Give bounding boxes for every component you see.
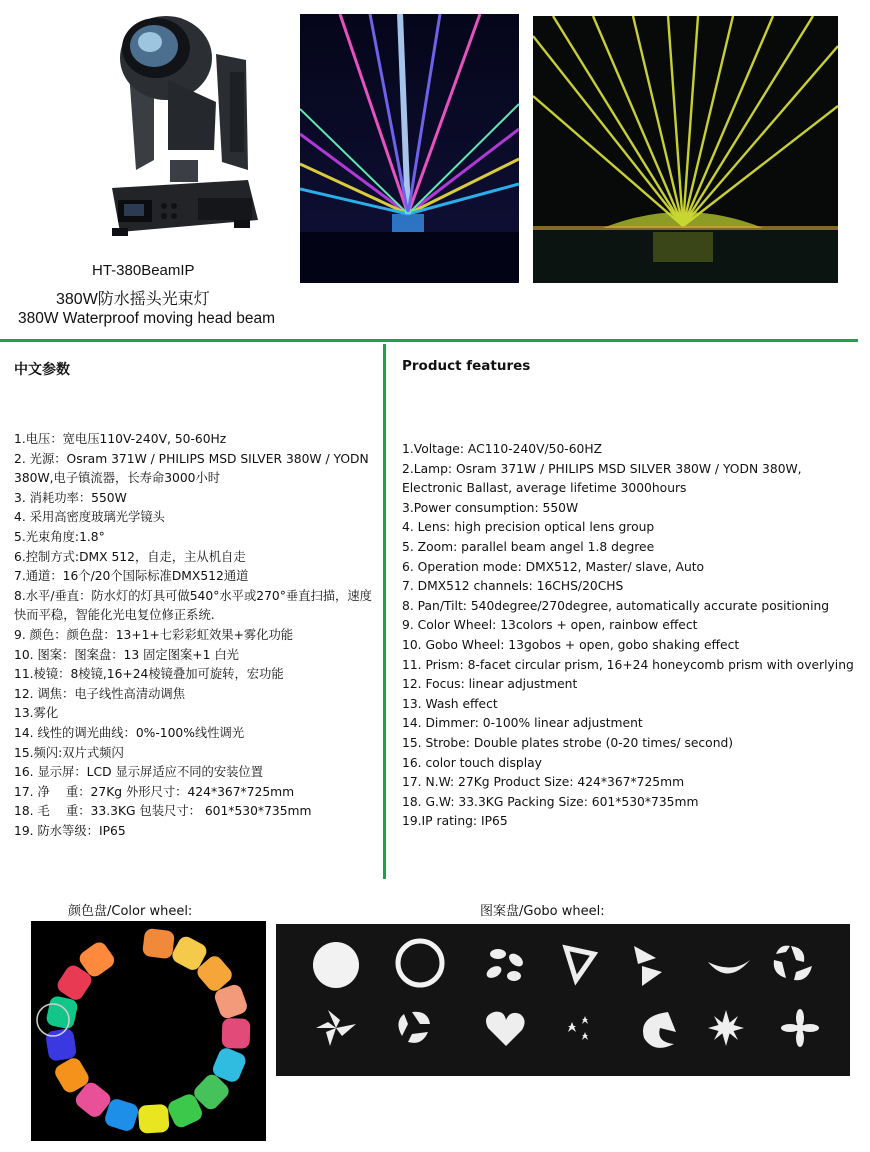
cn-spec-item: 1.电压：宽电压110V-240V, 50-60Hz [14,432,227,446]
cn-spec-item: 14. 线性的调光曲线：0%-100%线性调光 [14,725,245,740]
en-spec-item: 12. Focus: linear adjustment [402,677,578,692]
en-spec-item: 17. N.W: 27Kg Product Size: 424*367*725mm [402,775,685,790]
en-spec-item: 7. DMX512 channels: 16CHS/20CHS [402,579,624,594]
cn-spec-item: 7.通道：16个/20个国际标准DMX512通道 [14,569,249,584]
en-spec-item: 5. Zoom: parallel beam angel 1.8 degree [402,539,655,554]
en-spec-item: 13. Wash effect [402,696,498,711]
en-spec-item: 11. Prism: 8-facet circular prism, 16+24 honeycomb prism with overlying [402,657,854,672]
product-photo [98,10,264,250]
cn-spec-item: 8.水平/垂直：防水灯的灯具可做540°水平或270°垂直扫描，速度快而平稳，智能化光电复位修正系统. [14,588,372,623]
cn-spec-item: 15.频闪:双片式频闪 [14,745,124,760]
cn-spec-item: 2. 光源：Osram 371W / PHILIPS MSD SILVER 380W / YODN 380W,电子镇流器，长寿命3000小时 [14,451,369,486]
color-swatch [138,1104,170,1134]
light-show-photo-1 [300,14,519,283]
en-spec-item: 2.Lamp: Osram 371W / PHILIPS MSD SILVER 380W / YODN 380W, Electronic Ballast, average lifetime 3000hours [402,461,802,496]
vertical-divider [383,344,386,879]
cn-specs-heading: 中文参数 [14,362,70,378]
color-swatch [45,1028,77,1062]
cn-spec-item: 16. 显示屏：LCD 显示屏适应不同的安装位置 [14,765,264,780]
color-wheel-image [31,921,266,1141]
cn-spec-item: 19. 防水等级：IP65 [14,823,126,838]
en-spec-item: 1.Voltage: AC110-240V/50-60HZ [402,442,603,456]
en-spec-item: 18. G.W: 33.3KG Packing Size: 601*530*735mm [402,794,699,809]
cn-spec-item: 18. 毛 重：33.3KG 包装尺寸： 601*530*735mm [14,804,312,819]
cn-spec-item: 11.棱镜：8棱镜,16+24棱镜叠加可旋转，宏功能 [14,667,284,682]
en-spec-item: 4. Lens: high precision optical lens group [402,520,655,535]
cn-spec-item: 3. 消耗功率：550W [14,490,127,505]
en-spec-item: 6. Operation mode: DMX512, Master/ slave, Auto [402,559,705,574]
en-spec-item: 8. Pan/Tilt: 540degree/270degree, automatically accurate positioning [402,598,830,613]
cn-spec-item: 9. 颜色：颜色盘：13+1+七彩彩虹效果+雾化功能 [14,627,294,642]
color-wheel-label: 颜色盘/Color wheel: [68,904,193,919]
en-spec-item: 9. Color Wheel: 13colors + open, rainbow effect [402,618,698,633]
en-spec-item: 14. Dimmer: 0-100% linear adjustment [402,716,643,731]
en-spec-item: 3.Power consumption: 550W [402,500,579,515]
gobo-open-icon [313,942,359,988]
en-spec-item: 10. Gobo Wheel: 13gobos + open, gobo shaking effect [402,637,740,652]
cn-spec-item: 10. 图案：图案盘：13 固定图案+1 白光 [14,647,239,662]
color-swatch [142,928,175,959]
horizontal-divider [0,339,858,342]
light-show-photo-2 [533,16,838,283]
cn-spec-item: 5.光束角度:1.8° [14,529,105,544]
product-title-en: 380W Waterproof moving head beam [18,310,276,327]
model-name: HT-380BeamIP [92,262,195,279]
color-swatch [222,1018,251,1049]
cn-spec-list [14,430,379,841]
cn-spec-item: 17. 净 重：27Kg 外形尺寸：424*367*725mm [14,784,295,799]
gobo-wheel-image [276,924,850,1076]
gobo-wheel-label: 图案盘/Gobo wheel: [480,904,605,919]
cn-spec-item: 13.雾化 [14,706,59,721]
cn-spec-item: 6.控制方式:DMX 512，自走，主从机自走 [14,549,246,564]
cn-spec-item: 4. 采用高密度玻璃光学镜头 [14,510,165,525]
cn-spec-item: 12. 调焦：电子线性高清动调焦 [14,686,186,701]
en-spec-list [402,440,857,832]
en-spec-item: 16. color touch display [402,755,542,770]
product-title-cn: 380W防水摇头光束灯 [56,291,210,308]
en-specs-heading: Product features [402,358,531,374]
en-spec-item: 15. Strobe: Double plates strobe (0-20 times/ second) [402,735,734,750]
en-spec-item: 19.IP rating: IP65 [402,814,508,829]
